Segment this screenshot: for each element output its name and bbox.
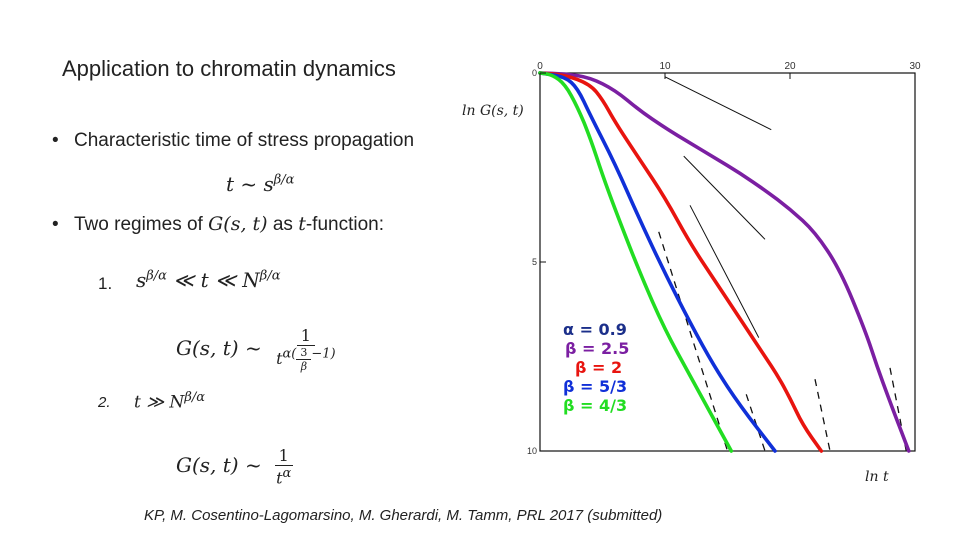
y-axis-label: ln G(s, t): [462, 103, 524, 119]
x-tick-label: 10: [659, 61, 671, 72]
asymptote-line: [659, 232, 728, 451]
bullet-dot: •: [52, 214, 59, 235]
x-tick-label: 20: [784, 61, 796, 72]
regime-2-number: 2.: [98, 394, 111, 411]
legend: [563, 320, 629, 415]
bullet-two-regimes: • Two regimes of G(s, t) as t-function:: [52, 213, 385, 235]
x-tick-label: 0: [537, 61, 543, 72]
regime-2-condition: t ≫ $N^{\beta/\alpha}$: [134, 390, 205, 413]
slide-title: Application to chromatin dynamics: [62, 56, 396, 81]
legend-entry: β = 2: [575, 358, 623, 377]
bullet-dot: •: [52, 130, 59, 151]
regime-1-number: 1.: [98, 274, 113, 293]
y-tick-label: 10: [526, 446, 537, 456]
legend-entry: β = 5/3: [563, 377, 628, 396]
guide-line: [690, 205, 759, 337]
x-axis-label: ln t: [865, 469, 889, 485]
regime-1-condition: $s^{\beta/\alpha}$ ≪ t ≪ $N^{\beta/\alpha}$: [136, 268, 281, 292]
fraction-regime-1: 1 $t^{\alpha(}$ $\frac{3}{\beta}$ $^{-1)}$: [276, 326, 336, 373]
y-tick-label: 0: [531, 68, 537, 78]
equation-characteristic-time: t ~ $s^{\beta/\alpha}$: [226, 172, 295, 196]
guide-lines: [659, 77, 907, 451]
asymptote-line: [815, 379, 830, 451]
equation-regime-1: G(s, t) ~ 1 $t^{\alpha(}$ $\frac{3}{\beta}$ $^{-1)}$: [176, 326, 336, 373]
y-tick-label: 5: [531, 257, 537, 267]
asymptote-line: [746, 394, 765, 451]
citation: KP, M. Cosentino-Lagomarsino, M. Gherardi, M. Tamm, PRL 2017 (submitted): [144, 507, 663, 524]
fraction-regime-2: $\frac{1}{t^\alpha}$: [276, 446, 292, 488]
legend-entry: β = 4/3: [563, 396, 628, 415]
x-tick-label: 30: [909, 61, 921, 72]
stress-propagation-chart: [455, 55, 935, 485]
legend-entry: α = 0.9: [563, 320, 627, 339]
guide-line: [665, 77, 771, 130]
bullet-text: Characteristic time of stress propagation: [74, 130, 415, 151]
legend-entry: β = 2.5: [565, 339, 630, 358]
equation-regime-2: G(s, t) ~ $\frac{1}{t^\alpha}$: [176, 446, 292, 488]
guide-line: [684, 156, 765, 239]
bullet-stress-propagation: [52, 130, 414, 152]
